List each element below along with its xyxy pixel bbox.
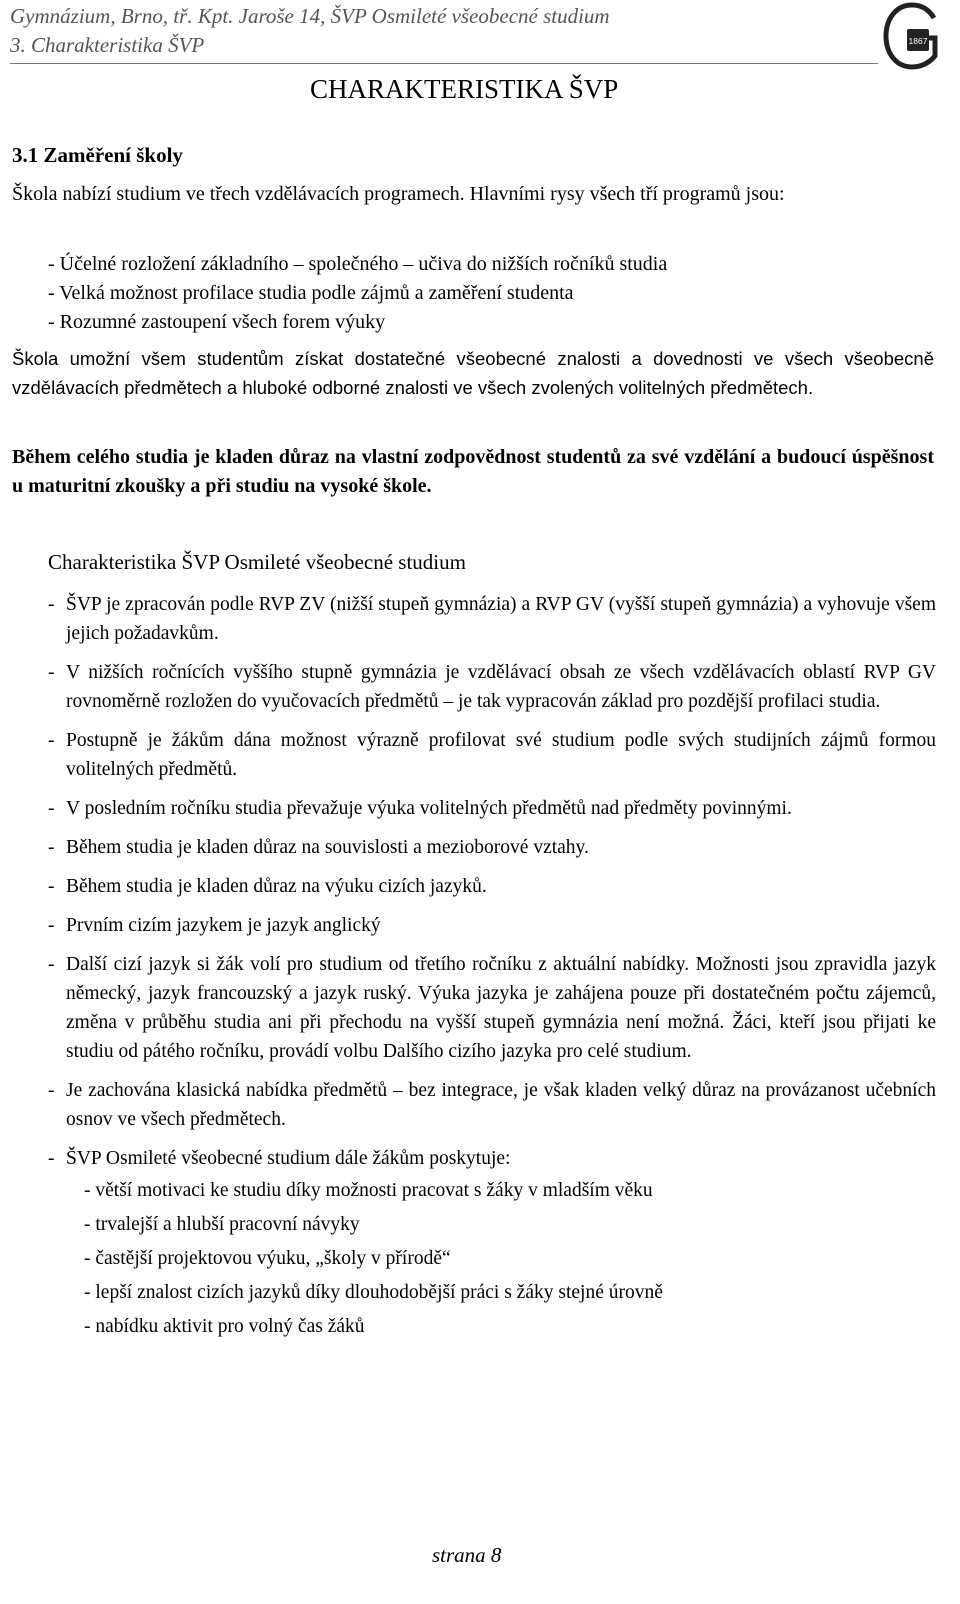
list-dash: - xyxy=(48,730,55,751)
header-chapter-line: 3. Charakteristika ŠVP xyxy=(10,33,205,57)
list-dash: - xyxy=(48,837,55,858)
header-school-line: Gymnázium, Brno, tř. Kpt. Jaroše 14, ŠVP Osmileté všeobecné studium xyxy=(10,4,610,28)
sublist-item: - častější projektovou výuku, „školy v přírodě“ xyxy=(84,1248,451,1269)
list-item xyxy=(48,794,936,823)
list-item-text: Další cizí jazyk si žák volí pro studium od třetího ročníku z aktuální nabídky. Možnosti jsou zpravidla jazyk německý, jazyk francouzský a jazyk ruský. Výuka jazyka je zahájena pouze při dostatečném počtu zájemců, změna v průběhu studia ani při přechodu na vyšší stupeň gymnázia není možná. Žáci, kteří jsou přijati ke studiu od pátého ročníku, provádí volbu Dalšího cizího jazyka pro celé studium. xyxy=(66,954,936,1062)
list-item xyxy=(48,590,936,648)
list-dash: - xyxy=(48,1148,55,1169)
list-dash: - xyxy=(48,798,55,819)
list-item xyxy=(48,872,936,901)
sublist-item: - lepší znalost cizích jazyků díky dlouhodobější práci s žáky stejné úrovně xyxy=(84,1282,663,1303)
list-dash: - xyxy=(48,954,55,975)
list-item xyxy=(48,658,936,716)
sublist-item: - trvalejší a hlubší pracovní návyky xyxy=(84,1214,360,1235)
responsibility-paragraph: Během celého studia je kladen důraz na vlastní zodpovědnost studentů za své vzdělání a budoucí úspěšnost u maturitní zkoušky a při studiu na vysoké škole. xyxy=(12,446,934,497)
list-item xyxy=(48,833,936,862)
list-item-text: Prvním cizím jazykem je jazyk anglický xyxy=(66,915,381,936)
list-dash: - xyxy=(48,915,55,936)
program-features-list xyxy=(48,250,667,337)
list-item xyxy=(48,1076,936,1134)
school-logo xyxy=(880,2,944,70)
list-item-text: ŠVP je zpracován podle RVP ZV (nižší stupeň gymnázia) a RVP GV (vyšší stupeň gymnázia) a vyhovuje všem jejich požadavkům. xyxy=(66,594,936,644)
list-item xyxy=(48,1144,936,1341)
list-dash: - xyxy=(48,1080,55,1101)
list-item: - Rozumné zastoupení všech forem výuky xyxy=(48,311,386,333)
page-number: strana 8 xyxy=(432,1543,502,1567)
knowledge-paragraph: Škola umožní všem studentům získat dostatečné všeobecné znalosti a dovednosti ve všech všeobecně vzdělávacích předmětech a hluboké odborné znalosti ve všech zvolených volitelných předmětech. xyxy=(12,348,934,398)
list-item-text: Je zachována klasická nabídka předmětů – bez integrace, je však kladen velký důraz na provázanost učebních osnov ve všech předmětech. xyxy=(66,1080,936,1130)
list-item-text: Během studia je kladen důraz na výuku cizích jazyků. xyxy=(66,876,487,897)
sublist-item: - větší motivaci ke studiu díky možnosti pracovat s žáky v mladším věku xyxy=(84,1180,653,1201)
list-item: - Účelné rozložení základního – společného – učiva do nižších ročníků studia xyxy=(48,253,668,275)
list-dash: - xyxy=(48,662,55,683)
list-item-text: V posledním ročníku studia převažuje výuka volitelných předmětů nad předměty povinnými. xyxy=(66,798,792,819)
list-item xyxy=(48,911,936,940)
list-item xyxy=(48,726,936,784)
sublist-item: - nabídku aktivit pro volný čas žáků xyxy=(84,1316,365,1337)
section-heading: 3.1 Zaměření školy xyxy=(12,143,183,167)
logo-year: 1867 xyxy=(908,36,928,46)
list-item xyxy=(48,950,936,1066)
list-item-text: Během studia je kladen důraz na souvislosti a mezioborové vztahy. xyxy=(66,837,589,858)
header-divider xyxy=(10,63,878,64)
chapter-title: CHARAKTERISTIKA ŠVP xyxy=(310,74,619,104)
intro-paragraph: Škola nabízí studium ve třech vzdělávacích programech. Hlavními rysy všech tří programů jsou: xyxy=(12,183,785,205)
list-item-text: V nižších ročnících vyššího stupně gymnázia je vzdělávací obsah ze všech vzdělávacích oblastí RVP GV rovnoměrně rozložen do vyučovacích předmětů – je tak vypracován základ pro pozdější profilaci studia. xyxy=(66,662,936,712)
list-dash: - xyxy=(48,594,55,615)
characteristics-list xyxy=(48,590,936,1351)
list-item-text: ŠVP Osmileté všeobecné studium dále žákům poskytuje: xyxy=(66,1148,511,1169)
list-dash: - xyxy=(48,876,55,897)
list-item: - Velká možnost profilace studia podle zájmů a zaměření studenta xyxy=(48,282,574,304)
benefits-sublist xyxy=(66,1176,936,1341)
list-item-text: Postupně je žákům dána možnost výrazně profilovat své studium podle svých studijních zájmů formou volitelných předmětů. xyxy=(66,730,936,780)
subsection-heading: Charakteristika ŠVP Osmileté všeobecné studium xyxy=(48,550,466,574)
